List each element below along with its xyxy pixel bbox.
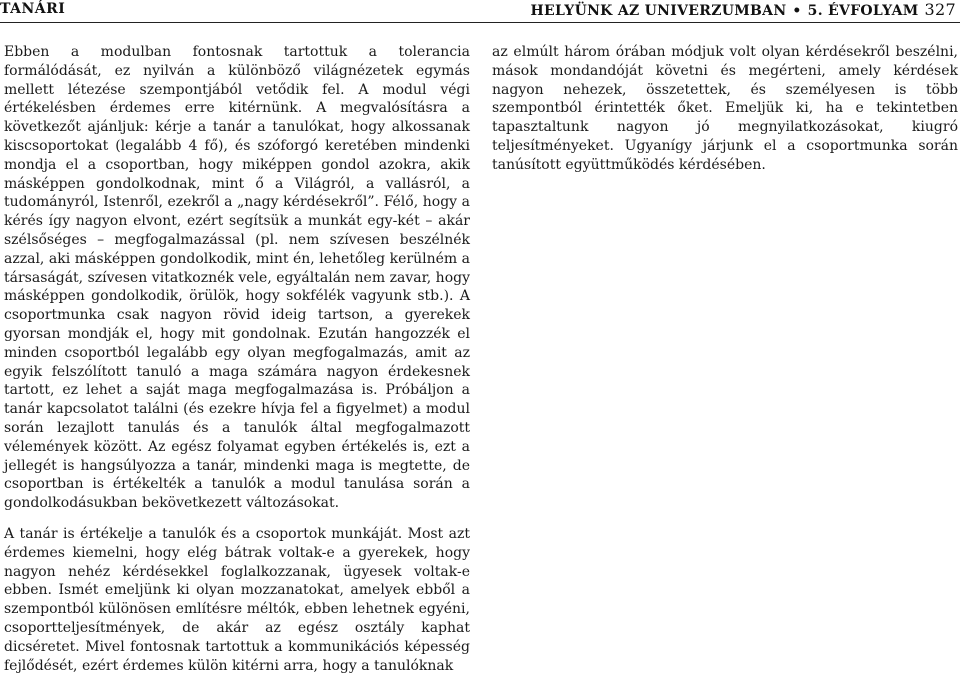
bullet-separator: •	[792, 3, 802, 19]
book-title: HELYÜNK AZ UNIVERZUMBAN	[530, 3, 787, 19]
section-label: TANÁRI	[0, 1, 66, 17]
book-title-line	[531, 0, 956, 19]
body-paragraph: A tanár is értékelje a tanulók és a csoportok munkáját. Most azt érdemes kiemelni, hogy elég bátrak voltak-e a gyerekek, hogy nagyon nehéz kérdésekkel foglalkozzanak, ügyesek voltak-e ebben. Ismét emeljünk ki olyan mozzanatokat, amelyek ebből a szempontból különösen említésre méltók, ebben lehetnek egyéni, csoportteljesítmények, de akár az egész osztály kaphat dicséretet. Mivel fontosnak tartottuk a kommunikációs képesség fejlődését, ezért érdemes külön kitérni arra, hogy a tanulóknak	[4, 526, 470, 674]
running-header	[0, 0, 960, 24]
grade-label: 5. ÉVFOLYAM	[807, 3, 919, 19]
page-number: 327	[924, 0, 956, 19]
left-column-second-block	[4, 525, 470, 675]
body-paragraph: az elmúlt három órában módjuk volt olyan kérdésekről beszélni, mások mondandóját követni és megérteni, amely kérdések nagyon nehezek, összetettek, és személyesen is több szempontból érintették őket. Emeljük ki, ha e tekintetben tapasztaltunk nagyon jó megnyilatkozásokat, kiugró teljesítményeket. Ugyanígy járjunk el a csoportmunka során tanúsított együttműködés kérdésében.	[492, 44, 958, 173]
right-column	[492, 43, 958, 175]
header-rule	[0, 22, 960, 23]
body-paragraph: Ebben a modulban fontosnak tartottuk a tolerancia formálódását, ez nyilván a különböző világnézetek egymás mellett létezése szempontjából vetődik fel. A modul végi értékelésben érdemes erre kitérnünk. A megvalósításra a következőt ajánljuk: kérje a tanár a tanulókat, hogy alkossanak kiscsoportokat (legalább 4 fő), és szóforgó keretében mindenki mondja el a csoportban, hogy miképpen gondol azokra, akik másképpen gondolkodnak, mint ő a Világról, a vallásról, a tudományról, Istenről, ezekről a „nagy kérdésekről”. Félő, hogy a kérés így nagyon elvont, ezért segítsük a munkát egy-két – akár szélsőséges – megfogalmazással (pl. nem szívesen beszélnék azzal, aki másképpen gondolkodik, mint én, lehetőleg kerülném a társaságát, szívesen vitatkoznék vele, egyáltalán nem zavar, hogy másképpen gondolkodik, örülök, hogy sokfélék vagyunk stb.). A csoportmunka csak nagyon rövid ideig tartson, a gyerekek gyorsan mondják el, hogy mit gondolnak. Ezután hangozzék el minden csoportból legalább egy olyan megfogalmazás, amit az egyik felszólított tanuló a maga számára nagyon érdekesnek tartott, ez lehet a saját maga megfogalmazása is. Próbáljon a tanár kapcsolatot találni (és ezekre hívja fel a figyelmet) a modul során lezajlott tanulás és a tanulók által megfogalmazott vélemények között. Az egész folyamat egyben értékelés is, ezt a jellegét is hangsúlyozza a tanár, mindenki maga is megtette, de csoportban is értékelték a tanulók a modul tanulása során a gondolkodásukban bekövetkezett változásokat.	[4, 44, 470, 512]
left-column	[4, 43, 470, 513]
